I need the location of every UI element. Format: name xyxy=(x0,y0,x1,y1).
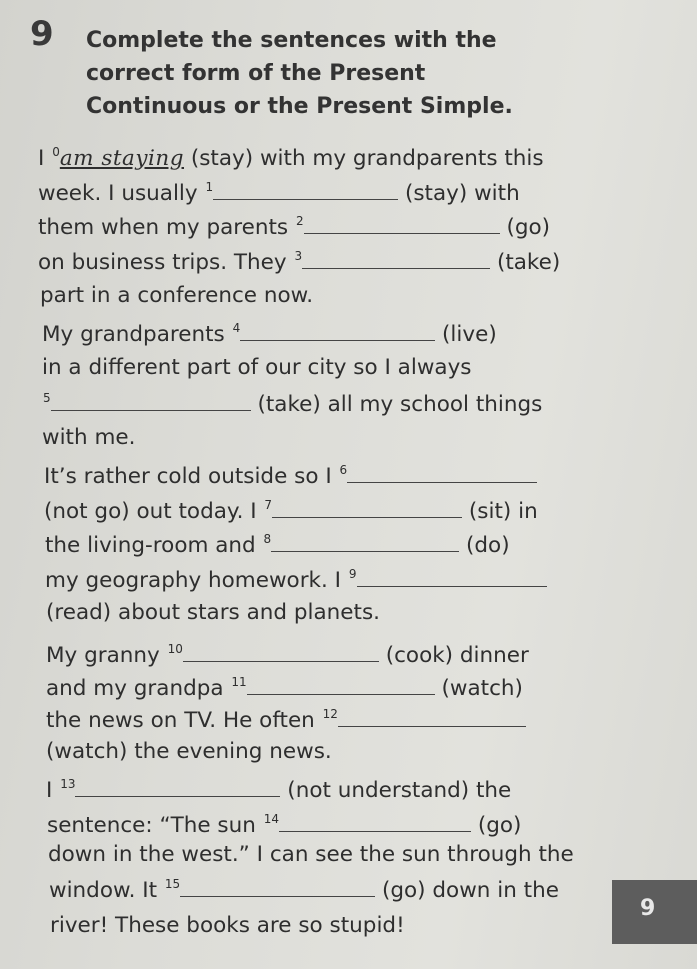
answer-blank[interactable] xyxy=(51,390,251,411)
answer-blank[interactable] xyxy=(271,531,459,552)
answer-blank[interactable] xyxy=(272,497,462,518)
item-number: 11 xyxy=(231,675,247,689)
item-number: 7 xyxy=(264,498,273,512)
sentence-line: and my grandpa $^{11}$ (watch) xyxy=(46,675,523,701)
item-number: 12 xyxy=(322,707,338,721)
sentence-line: them when my parents $^2$ (go) xyxy=(38,214,551,240)
sentence-line: My granny $^{10}$ (cook) dinner xyxy=(46,642,529,668)
answer-blank[interactable] xyxy=(302,248,490,269)
item-number: 8 xyxy=(263,532,272,546)
answer-blank[interactable] xyxy=(183,641,379,662)
item-number: 14 xyxy=(263,812,279,826)
exercise-number: 9 xyxy=(30,14,54,54)
sentence-line: It’s rather cold outside so I $^6$ xyxy=(44,462,537,492)
sentence-line: window. It $^{15}$ (go) down in the xyxy=(49,877,559,903)
item-number: 6 xyxy=(339,463,348,477)
sentence-line: on business trips. They $^3$ (take) xyxy=(38,249,561,275)
sentence-line: part in a conference now. xyxy=(40,283,314,308)
answer-blank[interactable] xyxy=(213,179,398,200)
sentence-line: (read) about stars and planets. xyxy=(46,600,380,625)
answer-blank[interactable] xyxy=(338,706,526,727)
sentence-line: down in the west.” I can see the sun through the xyxy=(48,842,574,867)
item-number: 5 xyxy=(43,391,51,405)
sentence-line: week. I usually $^1$ (stay) with xyxy=(38,180,520,206)
sentence-line: I $^0$am staying (stay) with my grandparents this xyxy=(38,145,544,171)
example-answer: am staying xyxy=(59,146,184,171)
item-number: 0 xyxy=(52,145,60,159)
sentence-line: $^5$ (take) all my school things xyxy=(43,391,543,417)
sentence-line: in a different part of our city so I always xyxy=(42,355,472,380)
item-number: 3 xyxy=(294,249,303,263)
item-number: 4 xyxy=(232,321,241,335)
sentence-line: my geography homework. I $^9$ xyxy=(45,566,547,596)
sentence-line: My grandparents $^4$ (live) xyxy=(42,321,497,347)
answer-blank[interactable] xyxy=(279,811,471,832)
sentence-line: with me. xyxy=(42,425,136,450)
exercise-instruction: Complete the sentences with the correct form of the Present Continuous or the Present Simple. xyxy=(86,28,513,119)
item-number: 15 xyxy=(164,877,181,891)
page-number: 9 xyxy=(640,896,656,921)
item-number: 13 xyxy=(60,777,76,791)
answer-blank[interactable] xyxy=(304,213,500,234)
item-number: 1 xyxy=(205,180,214,194)
item-number: 9 xyxy=(348,567,357,581)
answer-blank[interactable] xyxy=(347,462,537,483)
sentence-line: sentence: “The sun $^{14}$ (go) xyxy=(47,812,522,838)
answer-blank[interactable] xyxy=(247,674,435,695)
answer-blank[interactable] xyxy=(357,566,547,587)
answer-blank[interactable] xyxy=(240,320,435,341)
sentence-line: river! These books are so stupid! xyxy=(50,913,405,938)
item-number: 2 xyxy=(295,214,304,228)
answer-blank[interactable] xyxy=(75,776,280,797)
sentence-line: I $^{13}$ (not understand) the xyxy=(46,777,512,803)
sentence-line: (not go) out today. I $^7$ (sit) in xyxy=(44,498,538,524)
item-number: 10 xyxy=(167,642,183,656)
answer-blank[interactable] xyxy=(180,876,375,897)
sentence-line: (watch) the evening news. xyxy=(46,739,332,764)
sentence-line: the living-room and $^8$ (do) xyxy=(45,532,510,558)
sentence-line: the news on TV. He often $^{12}$ xyxy=(46,706,526,736)
